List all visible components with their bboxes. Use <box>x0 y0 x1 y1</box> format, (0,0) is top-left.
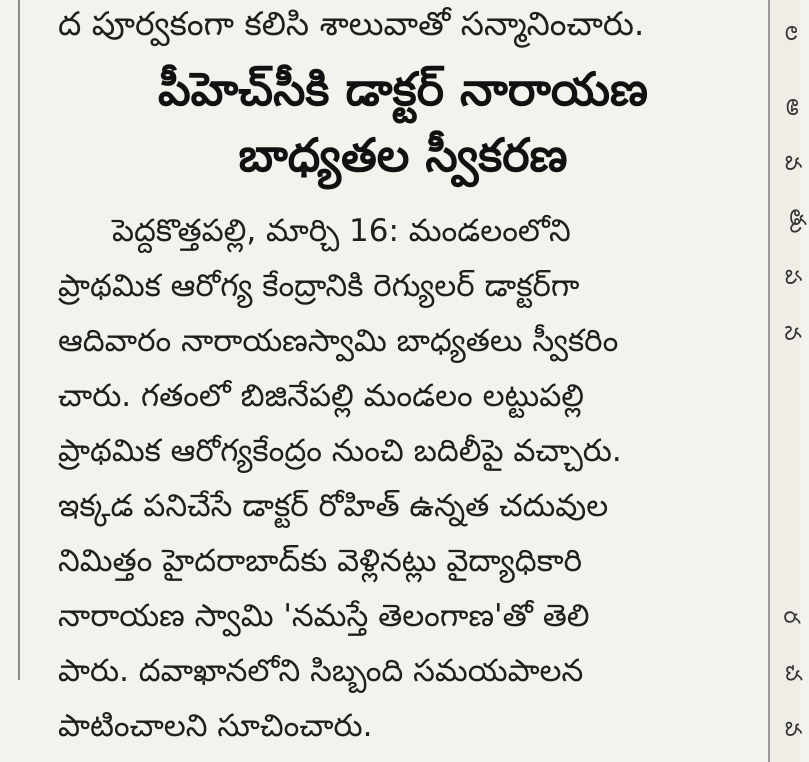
adjacent-column-glyph: ర <box>778 610 804 624</box>
adjacent-column-glyph: వ <box>779 155 805 171</box>
body-line: ఇక్కడ పనిచేసే డాక్టర్ రోహిత్ ఉన్నత చదువుల <box>58 488 609 524</box>
headline-line-1: పీహెచ్‌సీకి డాక్టర్ నారాయణ <box>157 62 649 116</box>
article-headline <box>50 56 756 188</box>
body-line: నిమిత్తం హైదరాబాద్‌కు వెళ్లినట్లు వైద్యాధికారి <box>58 543 582 579</box>
adjacent-column-glyph: చ <box>780 664 806 682</box>
body-line: ఆదివారం నారాయణస్వామి బాధ్యతలు స్వీకరిం <box>58 323 619 359</box>
body-line: నారాయణ స్వామి 'నమస్తే తెలంగాణ'తో తెలి <box>58 598 590 634</box>
adjacent-column-glyph: అ <box>780 98 806 116</box>
body-line: పారు. దవాఖానలోని సిబ్బంది సమయపాలన <box>58 653 584 689</box>
body-line: పాటించాలని సూచించారు. <box>58 708 373 744</box>
adjacent-column-glyph: తు <box>784 208 809 234</box>
left-column-rule <box>18 0 20 680</box>
previous-article-tail: ద పూర్వకంగా కలిసి శాలువాతో సన్మానించారు. <box>58 4 645 43</box>
news-article <box>50 0 756 762</box>
article-body <box>58 204 758 754</box>
body-line: చారు. గతంలో బిజినేపల్లి మండలం లట్టుపల్లి <box>58 378 585 414</box>
adjacent-column-glyph: వ <box>779 721 805 737</box>
right-column-rule <box>768 0 770 762</box>
adjacent-column-glyph: ప <box>779 269 805 285</box>
adjacent-column-glyph: ల <box>779 25 805 41</box>
adjacent-column-glyph: న <box>779 325 805 341</box>
body-line: పెద్దకొత్తపల్లి, మార్చి 16: మండలంలోని <box>112 213 571 249</box>
body-line: ప్రాథమిక ఆరోగ్య కేంద్రానికి రెగ్యులర్ డాక్టర్‌గా <box>58 268 580 304</box>
headline-line-2: బాధ్యతల స్వీకరణ <box>238 128 568 182</box>
body-line: ప్రాథమిక ఆరోగ్యకేంద్రం నుంచి బదిలీపై వచ్చారు. <box>58 433 622 469</box>
